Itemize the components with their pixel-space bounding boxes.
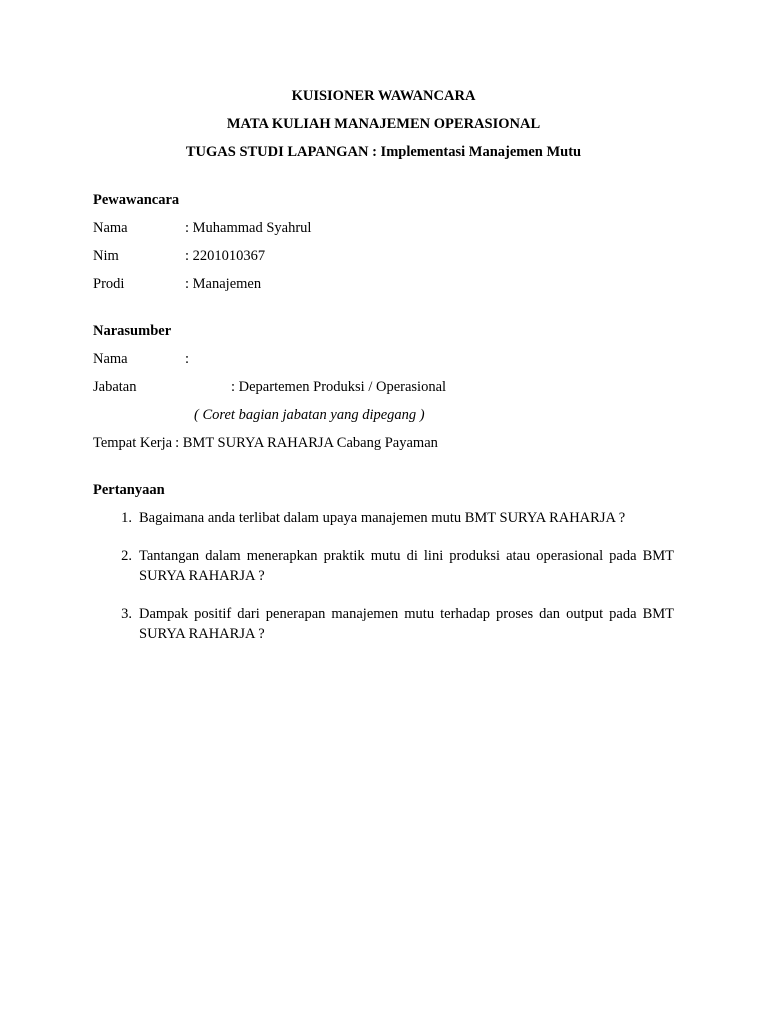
document-page	[93, 86, 674, 662]
pewawancara-nama-value: : Muhammad Syahrul	[185, 220, 312, 236]
question-list	[93, 508, 674, 644]
doc-title-1: KUISIONER WAWANCARA	[291, 88, 476, 104]
pewawancara-nama-label: Nama	[93, 220, 128, 236]
narasumber-jabatan-value: : Departemen Produksi / Operasional	[231, 379, 447, 395]
pewawancara-nim-value: : 2201010367	[185, 248, 266, 264]
narasumber-heading: Narasumber	[93, 323, 172, 339]
question-item	[93, 604, 674, 644]
pewawancara-nim-row	[93, 246, 674, 266]
narasumber-tempat-value: : BMT SURYA RAHARJA Cabang Payaman	[175, 435, 438, 451]
pewawancara-prodi-label: Prodi	[93, 276, 125, 292]
question-text: Tantangan dalam menerapkan praktik mutu di lini produksi atau operasional pada BMT SURYA RAHARJA ?	[139, 548, 674, 584]
question-number: 2.	[121, 548, 132, 564]
pewawancara-prodi-row	[93, 274, 674, 294]
pertanyaan-heading: Pertanyaan	[93, 482, 165, 498]
question-number: 3.	[121, 606, 132, 622]
narasumber-tempat-row	[93, 433, 674, 453]
pewawancara-prodi-value: : Manajemen	[185, 276, 262, 292]
question-item	[93, 508, 674, 528]
narasumber-nama-value: :	[185, 351, 190, 367]
question-number: 1.	[121, 510, 132, 526]
doc-title-2: MATA KULIAH MANAJEMEN OPERASIONAL	[226, 116, 541, 132]
narasumber-jabatan-row	[93, 377, 674, 397]
narasumber-nama-row	[93, 349, 674, 369]
jabatan-note: ( Coret bagian jabatan yang dipegang )	[194, 407, 425, 423]
pewawancara-nim-label: Nim	[93, 248, 119, 264]
narasumber-nama-label: Nama	[93, 351, 128, 367]
question-text: Dampak positif dari penerapan manajemen mutu terhadap proses dan output pada BMT SURYA RAHARJA ?	[139, 606, 674, 642]
narasumber-jabatan-label: Jabatan	[93, 379, 137, 395]
narasumber-tempat-label: Tempat Kerja	[93, 435, 173, 451]
pewawancara-nama-row	[93, 218, 674, 238]
pewawancara-heading: Pewawancara	[93, 192, 180, 208]
doc-title-3: TUGAS STUDI LAPANGAN : Implementasi Manajemen Mutu	[185, 144, 582, 160]
question-text: Bagaimana anda terlibat dalam upaya manajemen mutu BMT SURYA RAHARJA ?	[139, 510, 626, 526]
question-item	[93, 546, 674, 586]
